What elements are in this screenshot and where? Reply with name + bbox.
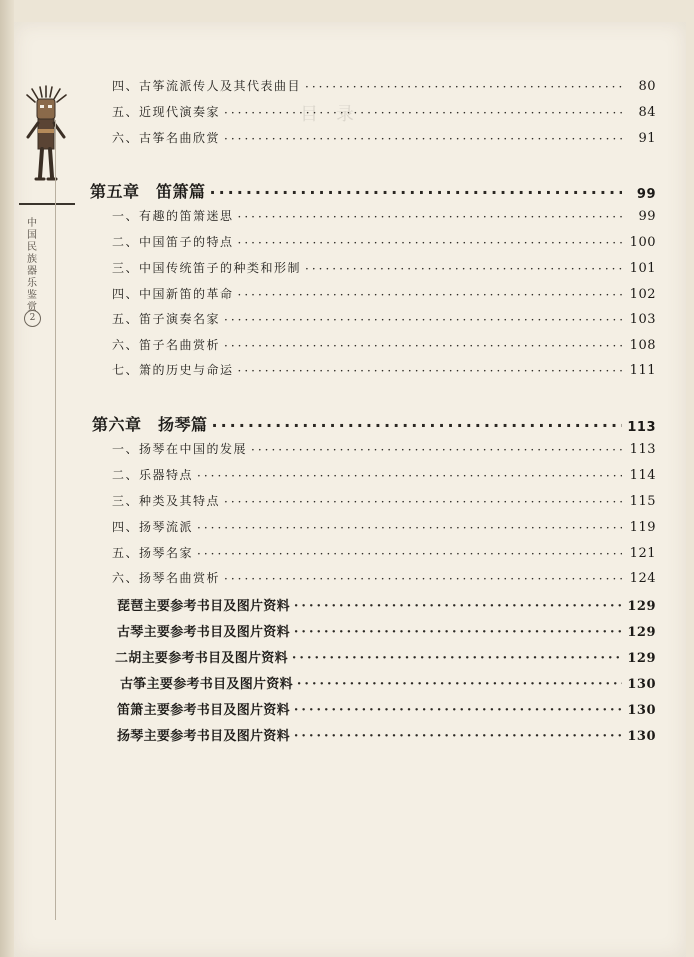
toc-entry-page: 102: [629, 287, 656, 302]
toc-entry-title: 二、乐器特点: [112, 468, 194, 482]
toc-entry-page: 100: [629, 235, 656, 250]
toc-entry-page: 113: [629, 442, 656, 457]
toc-entry-title: 六、扬琴名曲赏析: [112, 571, 221, 585]
leader-dots: [238, 210, 622, 224]
toc-entry: [112, 285, 656, 302]
toc-entry: [112, 207, 656, 224]
toc-entry-page: 80: [638, 79, 656, 94]
toc-entry: [112, 259, 656, 276]
toc-entry-page: 129: [627, 599, 656, 614]
toc-entry-title: 七、箫的历史与命运: [112, 363, 234, 377]
leader-dots: [224, 106, 622, 120]
leader-dots: [197, 521, 622, 535]
toc-chapter-title: 第五章 笛箫篇: [90, 182, 206, 201]
toc-entry-page: 99: [636, 187, 656, 202]
toc-entry-page: 101: [629, 261, 656, 276]
toc-entry-title: 三、中国传统笛子的种类和形制: [112, 261, 302, 275]
leader-dots: [212, 416, 622, 435]
toc-entry-page: 129: [627, 625, 656, 640]
toc-entry-page: 108: [629, 338, 656, 353]
toc-entry-title: 六、笛子名曲赏析: [112, 338, 221, 352]
toc-entry: [112, 77, 656, 94]
toc-entry-page: 84: [638, 105, 656, 120]
toc-entry-page: 121: [629, 546, 656, 561]
toc-entry: [112, 569, 656, 586]
toc-reference-title: 古筝主要参考书目及图片资料: [120, 677, 293, 692]
toc-reference-title: 二胡主要参考书目及图片资料: [115, 651, 288, 666]
leader-dots: [238, 364, 622, 378]
leader-dots: [305, 262, 622, 276]
toc-reference: [115, 647, 656, 666]
toc-entry: [112, 310, 656, 327]
toc-entry: [112, 129, 656, 146]
toc-entry: [112, 544, 656, 561]
toc-entry-title: 二、中国笛子的特点: [112, 235, 234, 249]
leader-dots: [251, 443, 622, 457]
toc-entry-page: 113: [627, 420, 656, 435]
toc-entry-title: 三、种类及其特点: [112, 494, 221, 508]
toc-entry-page: 130: [627, 729, 656, 744]
toc-entry-page: 115: [629, 494, 656, 509]
leader-dots: [294, 729, 622, 744]
leader-dots: [224, 572, 622, 586]
toc-entry: [112, 492, 656, 509]
leader-dots: [224, 313, 622, 327]
leader-dots: [224, 132, 622, 146]
toc-entry-page: 130: [627, 677, 656, 692]
toc-entry-page: 119: [629, 520, 656, 535]
leader-dots: [197, 469, 622, 483]
toc-reference-title: 古琴主要参考书目及图片资料: [117, 625, 290, 640]
leader-dots: [297, 677, 622, 692]
toc-entry-page: 91: [638, 131, 656, 146]
toc-entry-page: 124: [629, 571, 656, 586]
toc-entry: [112, 233, 656, 250]
show-through-text: 目 录: [300, 104, 354, 125]
toc-chapter: [92, 412, 656, 435]
toc-entry-page: 114: [629, 468, 656, 483]
toc-entry: [112, 336, 656, 353]
leader-dots: [294, 625, 622, 640]
toc-entry-page: 111: [629, 363, 656, 378]
book-title-vertical: 中国民族器乐鉴赏: [27, 218, 37, 313]
toc-entry-title: 五、近现代演奏家: [112, 105, 221, 119]
toc-entry-title: 五、笛子演奏名家: [112, 312, 221, 326]
toc-reference: [117, 595, 656, 614]
leader-dots: [292, 651, 622, 666]
toc-entry-title: 一、扬琴在中国的发展: [112, 442, 248, 456]
leader-dots: [238, 236, 622, 250]
toc-entry-page: 99: [638, 209, 656, 224]
leader-dots: [224, 495, 622, 509]
toc-reference-title: 扬琴主要参考书目及图片资料: [117, 729, 290, 744]
leader-dots: [197, 547, 622, 561]
toc-reference-title: 琵琶主要参考书目及图片资料: [117, 599, 290, 614]
toc-reference-title: 笛箫主要参考书目及图片资料: [117, 703, 290, 718]
toc-entry-page: 103: [629, 312, 656, 327]
toc-reference: [117, 699, 656, 718]
toc-entry: [112, 466, 656, 483]
toc-entry: [112, 440, 656, 457]
toc-entry-page: 130: [627, 703, 656, 718]
toc-entry-title: 六、古筝名曲欣赏: [112, 131, 221, 145]
toc-entry-title: 四、中国新笛的革命: [112, 287, 234, 301]
toc-entry: [112, 518, 656, 535]
toc-entry-title: 五、扬琴名家: [112, 546, 194, 560]
leader-dots: [224, 339, 622, 353]
toc-entry: [112, 361, 656, 378]
toc-reference: [117, 725, 656, 744]
toc-chapter: [90, 179, 656, 202]
toc-chapter-title: 第六章 扬琴篇: [92, 415, 208, 434]
leader-dots: [294, 703, 622, 718]
toc-entry: [112, 103, 656, 120]
leader-dots: [294, 599, 622, 614]
toc-entry-title: 一、有趣的笛箫迷思: [112, 209, 234, 223]
leader-dots: [305, 80, 622, 94]
toc-entry-page: 129: [627, 651, 656, 666]
toc-reference: [117, 621, 656, 640]
page-number-badge: 2: [24, 310, 41, 327]
leader-dots: [238, 288, 622, 302]
toc-reference: [120, 673, 656, 692]
toc-entry-title: 四、扬琴流派: [112, 520, 194, 534]
leader-dots: [210, 183, 622, 202]
toc-entry-title: 四、古筝流派传人及其代表曲目: [112, 79, 302, 93]
